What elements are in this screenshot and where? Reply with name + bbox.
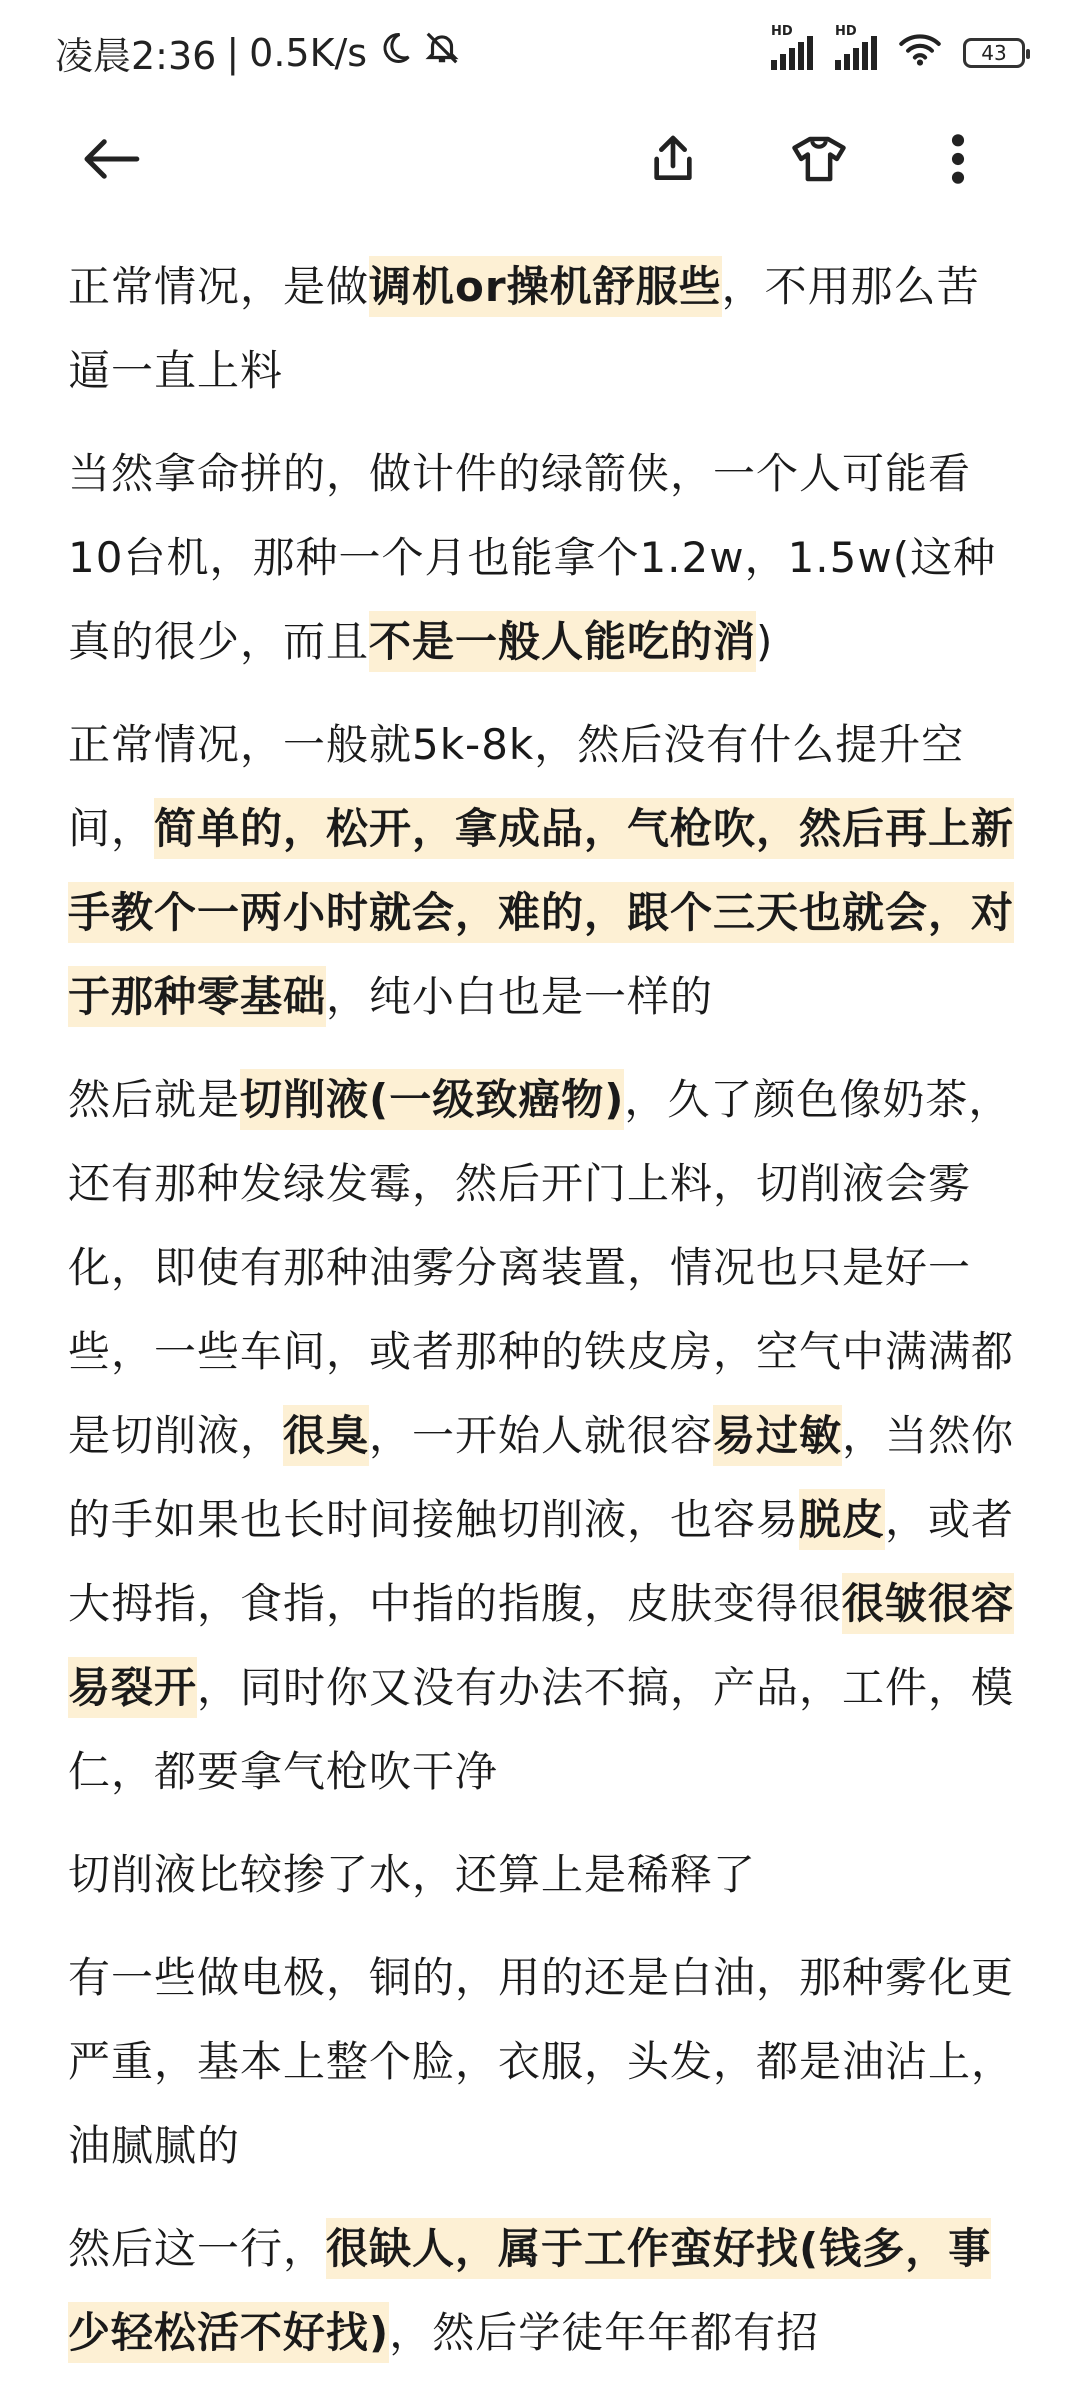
more-vert-icon — [948, 131, 968, 191]
paragraph-text: 正常情况，一般就5k-8k，然后没有什么提升空间， — [68, 720, 965, 853]
hd-signal-icon: HD — [771, 36, 813, 70]
paragraph-text: ) — [756, 617, 774, 666]
paragraph-text: ，当然你的手如果也长时间接触切削液，也容易 — [68, 1411, 1015, 1544]
article-paragraph — [68, 1058, 1018, 1814]
share-button[interactable] — [635, 123, 711, 199]
status-right — [771, 23, 1025, 75]
highlighted-text: 很皱很容易裂开 — [68, 1573, 1014, 1718]
highlighted-text: 很缺人，属于工作蛮好找(钱多，事少轻松活不好找) — [68, 2218, 991, 2363]
paragraph-text: 然后这一行， — [68, 2224, 327, 2273]
more-button[interactable] — [920, 123, 996, 199]
moon-icon — [377, 30, 413, 75]
wifi-icon — [899, 31, 941, 75]
article-paragraph — [68, 2207, 1018, 2375]
shirt-icon — [790, 131, 848, 191]
battery-level: 43 — [981, 40, 1007, 65]
article-body — [68, 245, 1018, 2394]
paragraph-text: ，同时你又没有办法不搞，产品，工件，模仁，都要拿气枪吹干净 — [68, 1663, 1015, 1796]
article-paragraph — [68, 432, 1018, 684]
status-time: 凌晨2:36 — [55, 34, 217, 78]
paragraph-text: 有一些做电极，铜的，用的还是白油，那种雾化更严重，基本上整个脸，衣服，头发，都是油沾上，油腻腻的 — [68, 1953, 1015, 2170]
skin-button[interactable] — [781, 123, 857, 199]
paragraph-text: ，纯小白也是一样的 — [326, 972, 714, 1021]
status-left — [55, 25, 461, 80]
toolbar — [0, 105, 1080, 215]
paragraph-text: 切削液比较掺了水，还算上是稀释了 — [68, 1850, 757, 1899]
hd-signal-icon: HD — [835, 36, 877, 70]
back-arrow-icon — [79, 136, 141, 186]
back-button[interactable] — [72, 123, 148, 199]
highlighted-text: 切削液(一级致癌物) — [240, 1069, 624, 1130]
net-speed: 0.5K/s — [249, 30, 368, 75]
highlighted-text: 简单的，松开，拿成品，气枪吹，然后再上新手教个一两小时就会，难的，跟个三天也就会，对于那种零基础 — [68, 798, 1014, 1027]
status-bar — [0, 0, 1080, 105]
paragraph-text: ，然后学徒年年都有招 — [389, 2308, 820, 2357]
highlighted-text: 脱皮 — [799, 1489, 885, 1550]
paragraph-text: ，不用那么苦逼一直上料 — [68, 262, 980, 395]
paragraph-text: ，或者大拇指，食指，中指的指腹，皮肤变得很 — [68, 1495, 1015, 1628]
article-paragraph — [68, 703, 1018, 1039]
article-paragraph — [68, 1833, 1018, 1917]
paragraph-text: 当然拿命拼的，做计件的绿箭侠，一个人可能看10台机，那种一个月也能拿个1.2w，1.5w(这种真的很少，而且 — [68, 449, 997, 666]
paragraph-text: 正常情况，是做 — [68, 262, 370, 311]
article-paragraph — [68, 245, 1018, 413]
status-separator: | — [226, 30, 240, 75]
paragraph-text: 然后就是 — [68, 1075, 241, 1124]
battery-icon — [963, 38, 1025, 68]
share-icon — [645, 131, 701, 191]
highlighted-text: 不是一般人能吃的消 — [369, 611, 756, 672]
highlighted-text: 调机or操机舒服些 — [369, 256, 722, 317]
paragraph-text: ，一开始人就很容 — [369, 1411, 714, 1460]
highlighted-text: 易过敏 — [713, 1405, 842, 1466]
mute-icon — [423, 29, 461, 76]
article-paragraph — [68, 1936, 1018, 2188]
paragraph-text: ，久了颜色像奶茶，还有那种发绿发霉，然后开门上料，切削液会雾化，即使有那种油雾分离装置，情况也只是好一些，一些车间，或者那种的铁皮房，空气中满满都是切削液， — [68, 1075, 1015, 1460]
highlighted-text: 很臭 — [283, 1405, 369, 1466]
